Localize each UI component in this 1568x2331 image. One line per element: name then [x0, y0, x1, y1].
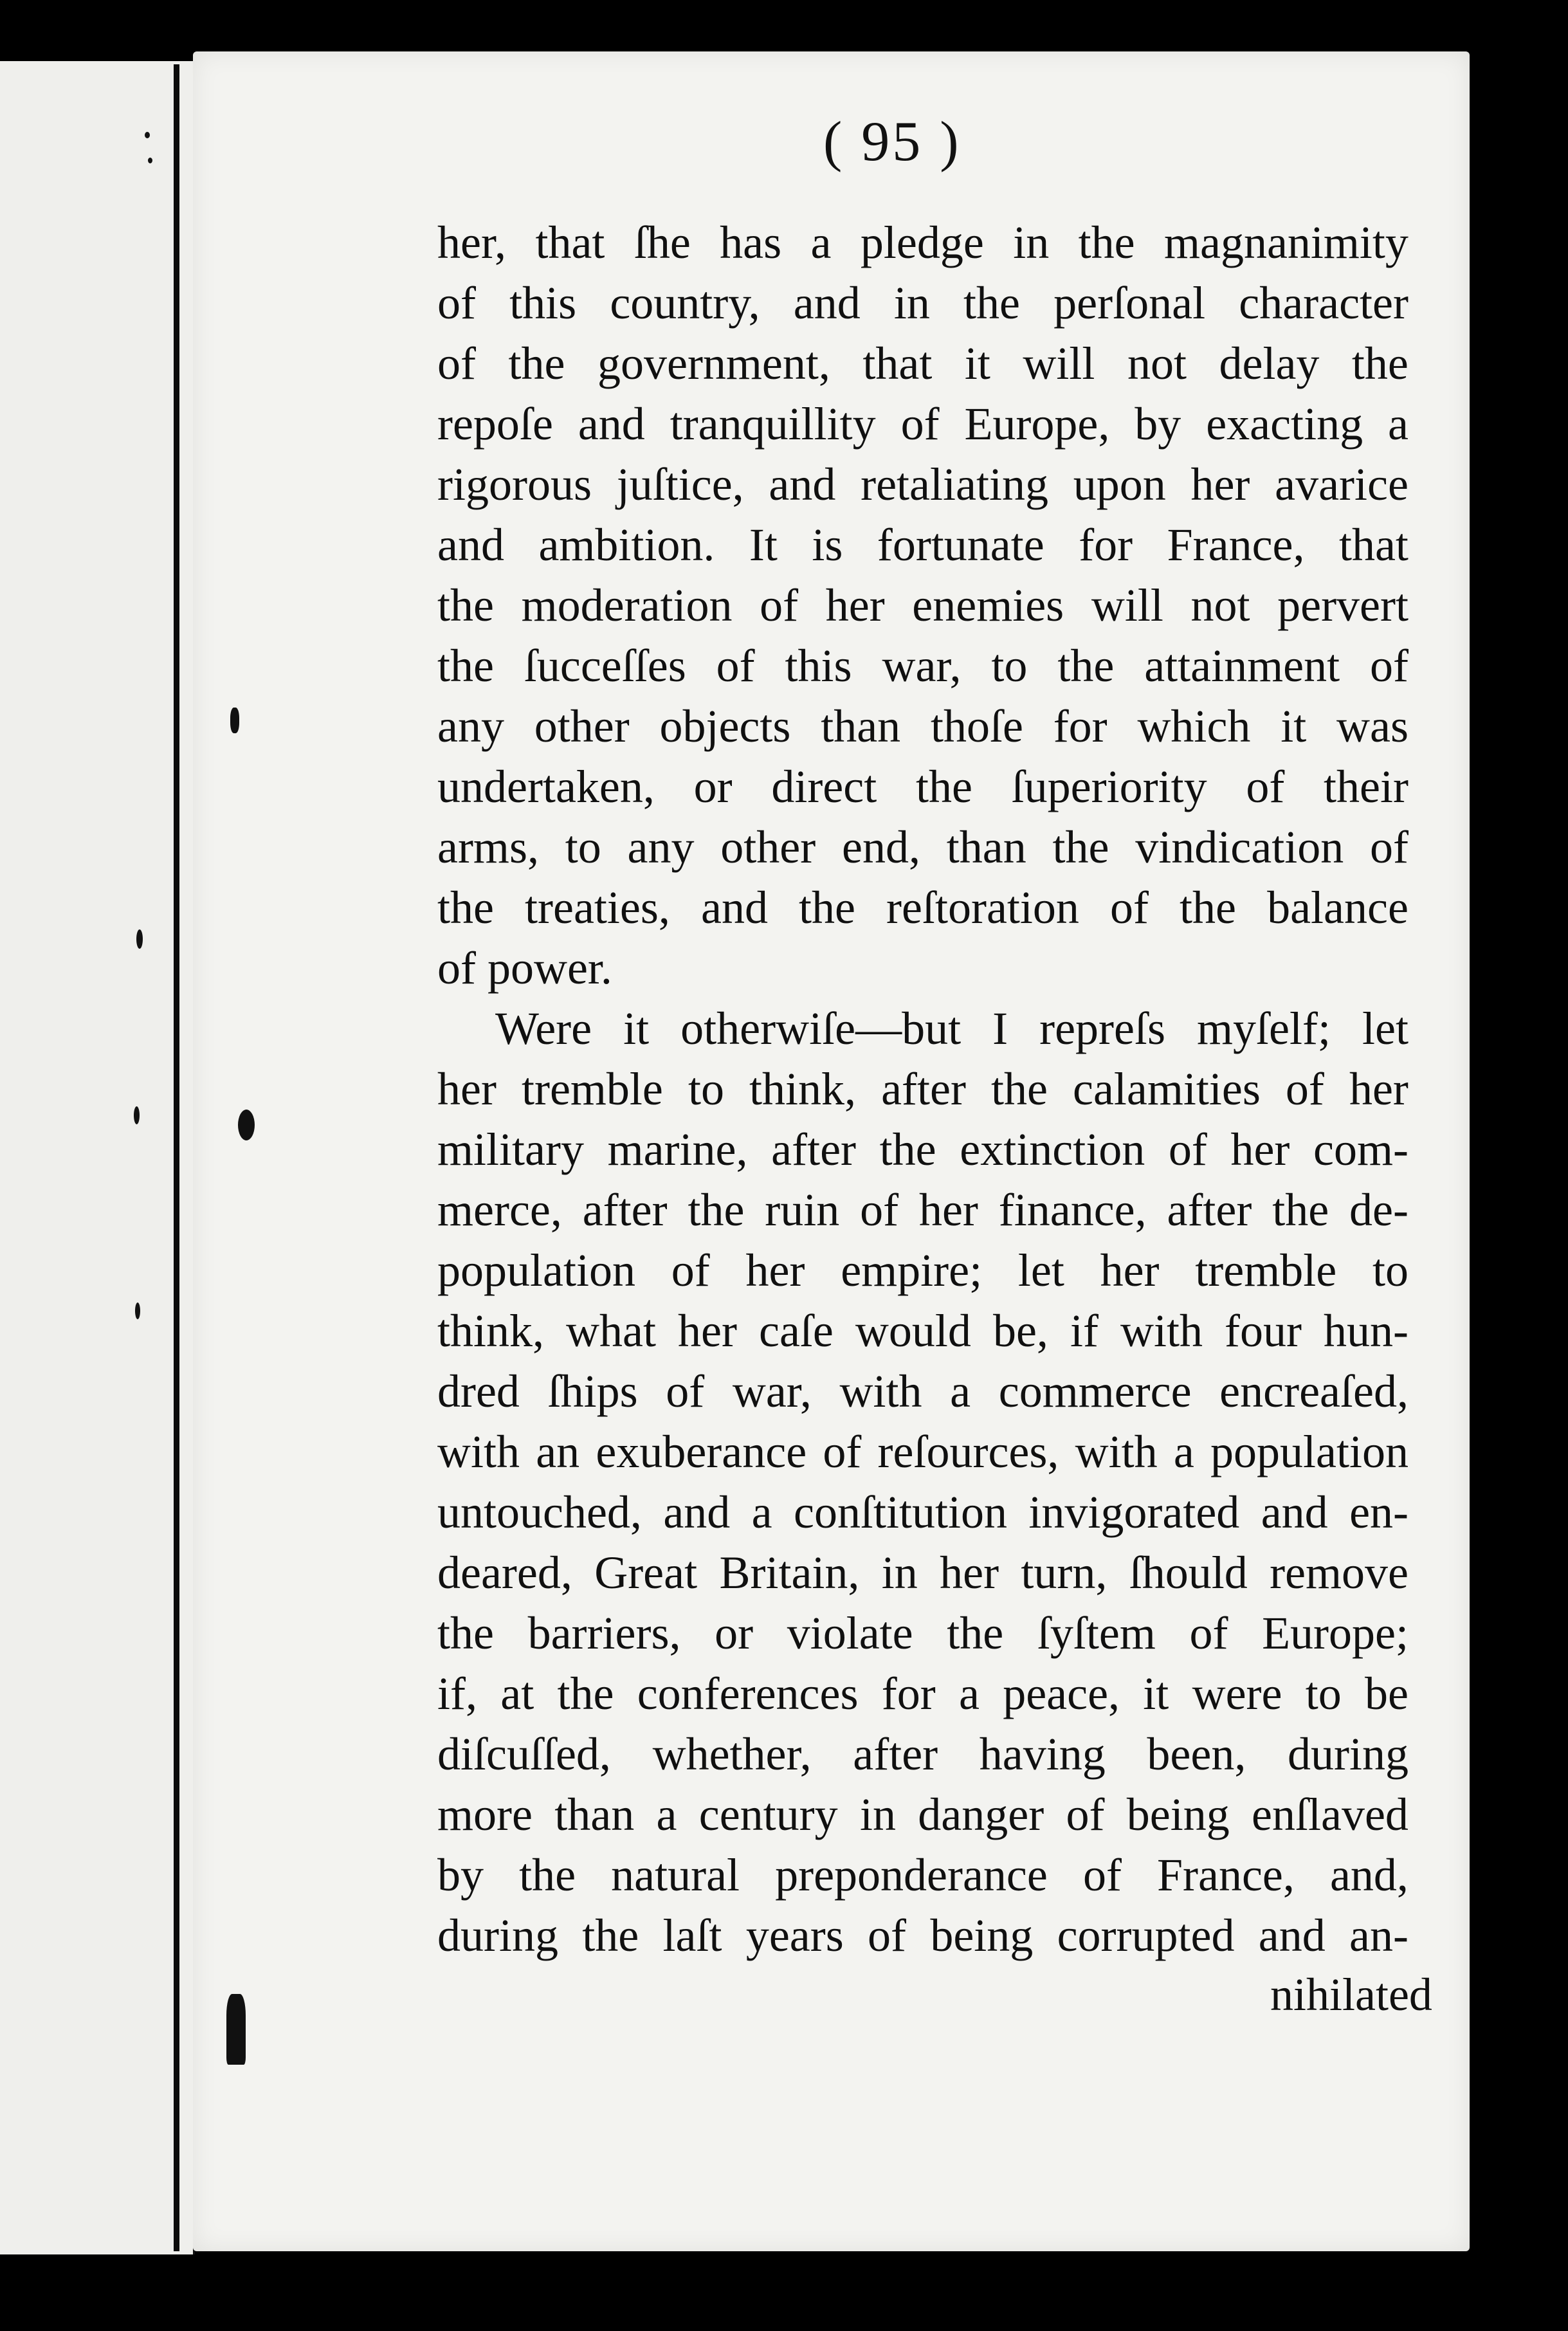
text-line: military marine, after the extinction of her com-	[437, 1124, 1408, 1175]
ink-blot	[238, 1110, 255, 1140]
ink-blot	[226, 1994, 246, 2065]
text-line: deared, Great Britain, in her turn, ſhould remove	[437, 1547, 1408, 1598]
ink-blot	[230, 708, 239, 733]
text-line: with an exuberance of reſources, with a population	[437, 1426, 1408, 1477]
body-text	[437, 212, 1408, 1966]
ink-speck	[145, 132, 150, 138]
text-line: rigorous juſtice, and retaliating upon her avarice	[437, 459, 1408, 510]
text-line: the treaties, and the reſtoration of the balance	[437, 882, 1408, 933]
text-line: during the laſt years of being corrupted and an-	[437, 1910, 1408, 1961]
text-line: of this country, and in the perſonal character	[437, 277, 1408, 329]
text-line: any other objects than thoſe for which it was	[437, 700, 1408, 752]
text-line: if, at the conferences for a peace, it were to be	[437, 1668, 1408, 1719]
text-line: of the government, that it will not delay the	[437, 338, 1408, 389]
text-line: diſcuſſed, whether, after having been, during	[437, 1728, 1408, 1780]
text-line: untouched, and a conſtitution invigorated and en-	[437, 1486, 1408, 1538]
text-line: and ambition. It is fortunate for France, that	[437, 519, 1408, 571]
text-line: dred ſhips of war, with a commerce encreaſed,	[437, 1366, 1408, 1417]
text-line: her tremble to think, after the calamities of her	[437, 1063, 1408, 1115]
text-line: by the natural preponderance of France, and,	[437, 1849, 1408, 1901]
text-line: merce, after the ruin of her finance, after the de-	[437, 1184, 1408, 1236]
text-line: her, that ſhe has a pledge in the magnanimity	[437, 217, 1408, 268]
binding-gutter	[174, 64, 179, 2251]
ink-speck	[136, 929, 143, 949]
text-line: undertaken, or direct the ſuperiority of their	[437, 761, 1408, 812]
text-line: the ſucceſſes of this war, to the attainment of	[437, 640, 1408, 691]
ink-speck	[148, 158, 152, 163]
catchword: nihilated	[1270, 1969, 1432, 2020]
text-line: of power.	[437, 942, 612, 994]
text-line: more than a century in danger of being enſlaved	[437, 1789, 1408, 1840]
ink-speck	[135, 1303, 140, 1319]
text-line: the barriers, or violate the ſyſtem of Europe;	[437, 1607, 1408, 1659]
text-line: the moderation of her enemies will not pervert	[437, 580, 1408, 631]
text-line: arms, to any other end, than the vindication of	[437, 821, 1408, 873]
facing-page	[0, 61, 195, 2254]
page-number: ( 95 )	[823, 111, 962, 173]
text-line: repoſe and tranquillity of Europe, by exacting a	[437, 398, 1408, 450]
text-line: think, what her caſe would be, if with four hun-	[437, 1305, 1408, 1357]
ink-speck	[134, 1106, 140, 1124]
text-line: population of her empire; let her tremble to	[437, 1245, 1408, 1296]
text-line: Were it otherwiſe—but I repreſs myſelf; let	[495, 1003, 1408, 1054]
